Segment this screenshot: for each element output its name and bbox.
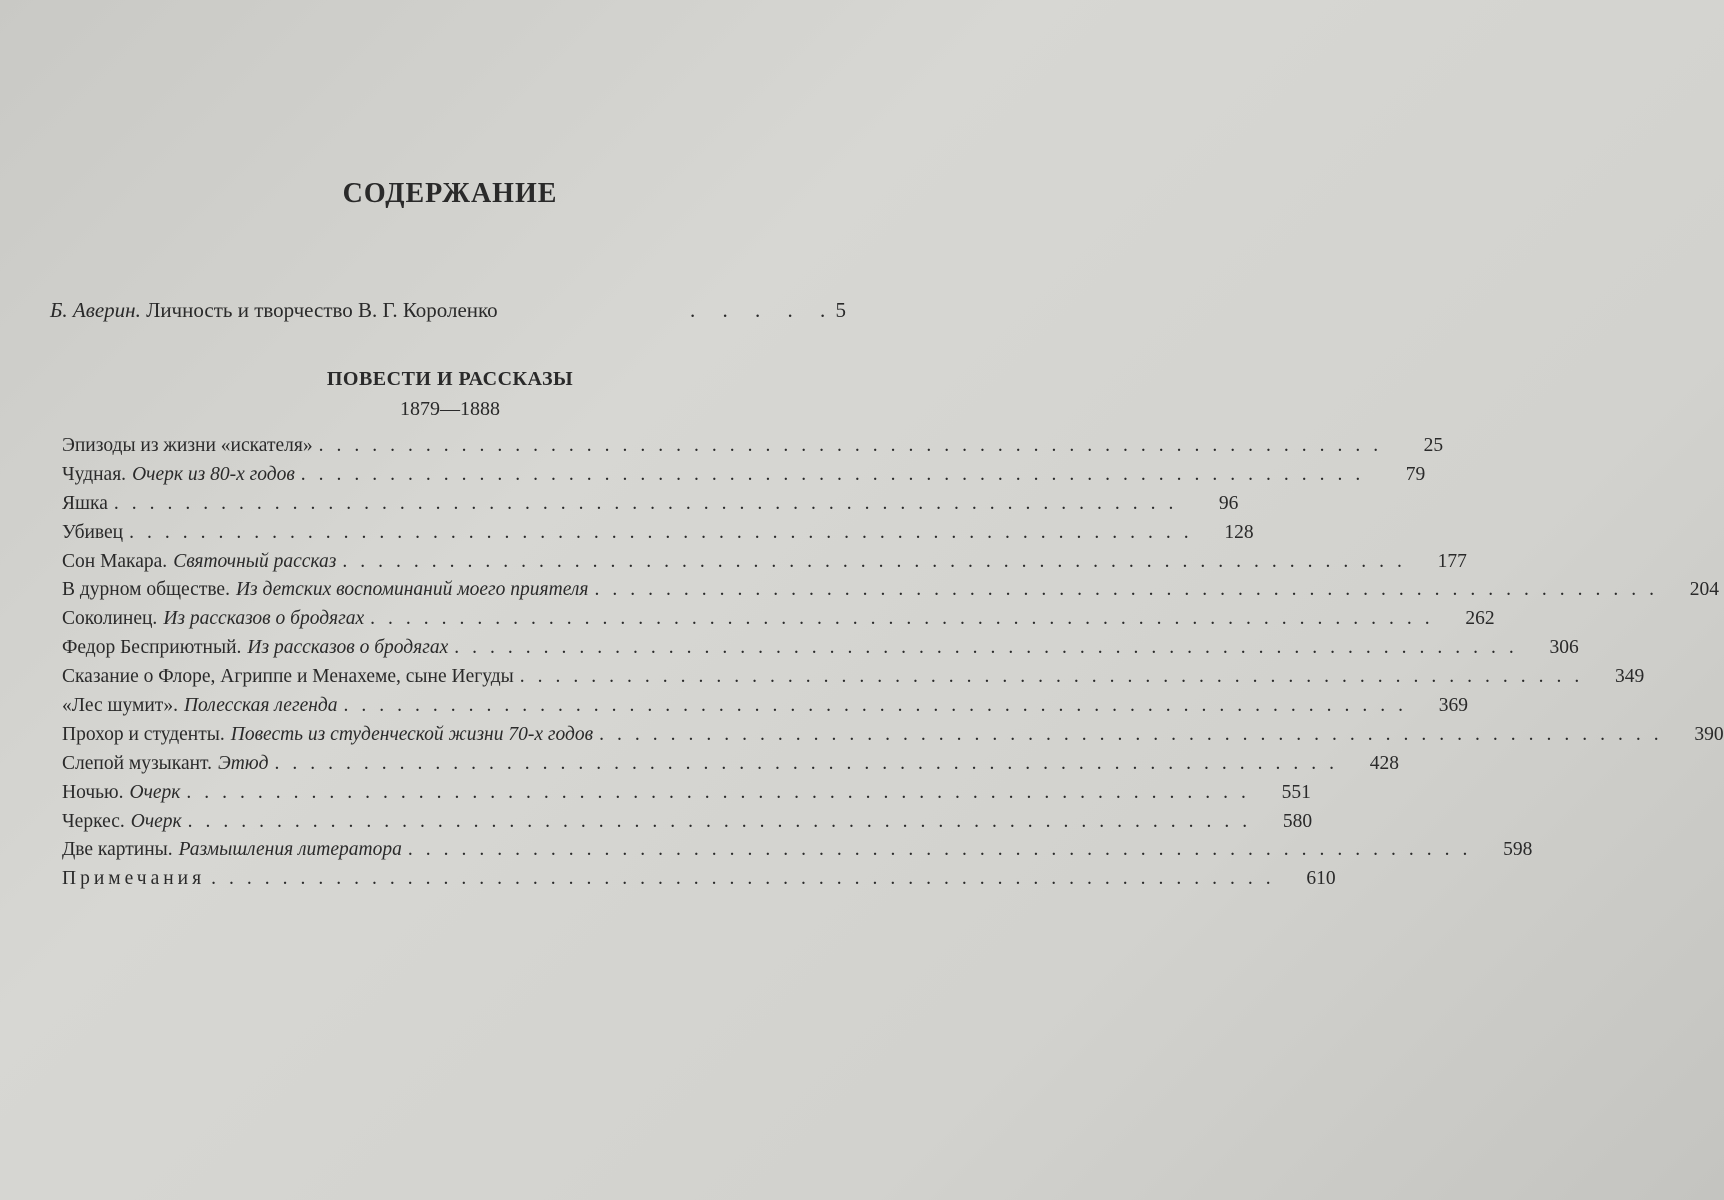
toc-entry-subtitle: Очерк (129, 781, 181, 803)
toc-entry (62, 634, 1579, 663)
toc-leader-dots: ............................................................ (519, 666, 1593, 688)
toc-leader-dots: ............................................................ (186, 781, 1259, 803)
toc-page-number: 79 (1405, 463, 1426, 485)
toc-entry (62, 490, 1239, 519)
toc-entry-subtitle: Очерк (130, 810, 182, 832)
toc-page-number: 390 (1694, 723, 1724, 745)
section-years: 1879—1888 (400, 398, 500, 420)
toc-page-number: 25 (1423, 435, 1444, 456)
toc-entry-subtitle: Из детских воспоминаний моего приятеля (235, 579, 589, 601)
toc-entry-title: Чудная. (62, 463, 127, 485)
toc-entry (62, 721, 1724, 750)
toc-entry-subtitle: Повесть из студенческой жизни 70-х годов (230, 723, 594, 745)
toc-entry (62, 663, 1645, 692)
toc-entry (62, 548, 1467, 577)
toc-page-number: 306 (1549, 637, 1579, 659)
toc-entry (62, 461, 1426, 490)
toc-entry-subtitle: Очерк из 80-х годов (132, 463, 295, 485)
toc-entry (62, 836, 1533, 865)
toc-entry (62, 692, 1469, 721)
toc-entry (62, 750, 1399, 779)
toc-entry-subtitle: Этюд (217, 752, 269, 774)
toc-entry-title: В дурном обществе. (62, 579, 230, 601)
toc-entry-title: Черкес. (62, 810, 125, 832)
toc-entry-subtitle: Полесская легенда (183, 695, 338, 717)
toc-page-number: 128 (1224, 521, 1254, 543)
toc-leader-dots: ............................................................ (274, 752, 1347, 774)
section-title: ПОВЕСТИ И РАССКАЗЫ (326, 368, 574, 390)
toc-page-number: 369 (1438, 695, 1469, 717)
toc-page-number: 177 (1437, 550, 1467, 572)
toc-page-number: 204 (1689, 579, 1719, 601)
toc-entry-title: Прохор и студенты. (62, 723, 225, 745)
toc-leader-dots: ............................................................ (211, 868, 1284, 890)
toc-entry-title: Соколинец. (62, 608, 158, 630)
toc-entry (62, 808, 1313, 837)
intro-title: Личность и творчество В. Г. Короленко (146, 298, 498, 322)
toc-entry-subtitle: Из рассказов о бродягах (163, 608, 365, 630)
toc-leader-dots: ............................................................ (407, 839, 1481, 861)
toc-entry (62, 605, 1495, 634)
toc-entry-title: Две картины. (62, 839, 173, 861)
page-title: СОДЕРЖАНИЕ (342, 178, 558, 209)
toc-leader-dots: ............................................................ (187, 810, 1261, 832)
intro-leader-dots: . . . . . (690, 298, 837, 322)
toc-entry (62, 865, 1336, 894)
toc-leader-dots: ............................................................ (300, 463, 1374, 485)
toc-leader-dots: ............................................................ (113, 492, 1187, 514)
toc-entry-title: Яшка (62, 492, 108, 514)
toc-entry-title: Сон Макара. (62, 550, 168, 572)
toc-leader-dots: ............................................................ (129, 521, 1202, 543)
toc-leader-dots: ............................................................ (594, 579, 1667, 601)
toc-page-number: 349 (1615, 666, 1645, 688)
toc-page-number: 598 (1503, 839, 1533, 861)
toc-entry-subtitle: Святочный рассказ (173, 550, 337, 572)
toc-leader-dots: ............................................................ (343, 695, 1417, 717)
toc-entry-title: Сказание о Флоре, Агриппе и Менахеме, сыне Иегуды (62, 666, 514, 688)
toc-leader-dots: ............................................................ (599, 723, 1672, 745)
toc-leader-dots: ............................................................ (342, 550, 1415, 572)
toc-entry-subtitle: Размышления литератора (178, 839, 402, 861)
toc-entry (62, 576, 1719, 605)
toc-leader-dots: ............................................................ (454, 637, 1527, 659)
toc-page-number: 262 (1465, 608, 1495, 630)
toc-entry (62, 779, 1311, 808)
toc-leader-dots: ............................................................ (370, 608, 1443, 630)
toc-entry-title: Федор Бесприютный. (62, 637, 242, 659)
intro-page-number: 5 (835, 298, 846, 322)
toc-entry-subtitle: Из рассказов о бродягах (247, 637, 449, 659)
toc-entry-title: Примечания (62, 868, 206, 890)
toc-entry-title: Слепой музыкант. (62, 752, 212, 774)
toc-entry-title: Убивец (62, 521, 124, 543)
toc-entry (62, 432, 1444, 461)
toc-entry-title: Ночью. (62, 781, 124, 803)
toc-entry-title: Эпизоды из жизни «искателя» (62, 435, 313, 456)
table-of-contents (62, 432, 1724, 894)
toc-page-number: 580 (1282, 810, 1313, 832)
toc-page-number: 551 (1281, 781, 1311, 803)
toc-entry (62, 519, 1254, 548)
toc-page-number: 96 (1218, 492, 1239, 514)
intro-entry (50, 296, 850, 324)
toc-entry-title: «Лес шумит». (62, 695, 178, 717)
toc-page-number: 610 (1306, 868, 1336, 890)
toc-page-number: 428 (1369, 752, 1399, 774)
toc-leader-dots: ............................................................ (318, 435, 1392, 456)
intro-author: Б. Аверин. (50, 298, 141, 322)
